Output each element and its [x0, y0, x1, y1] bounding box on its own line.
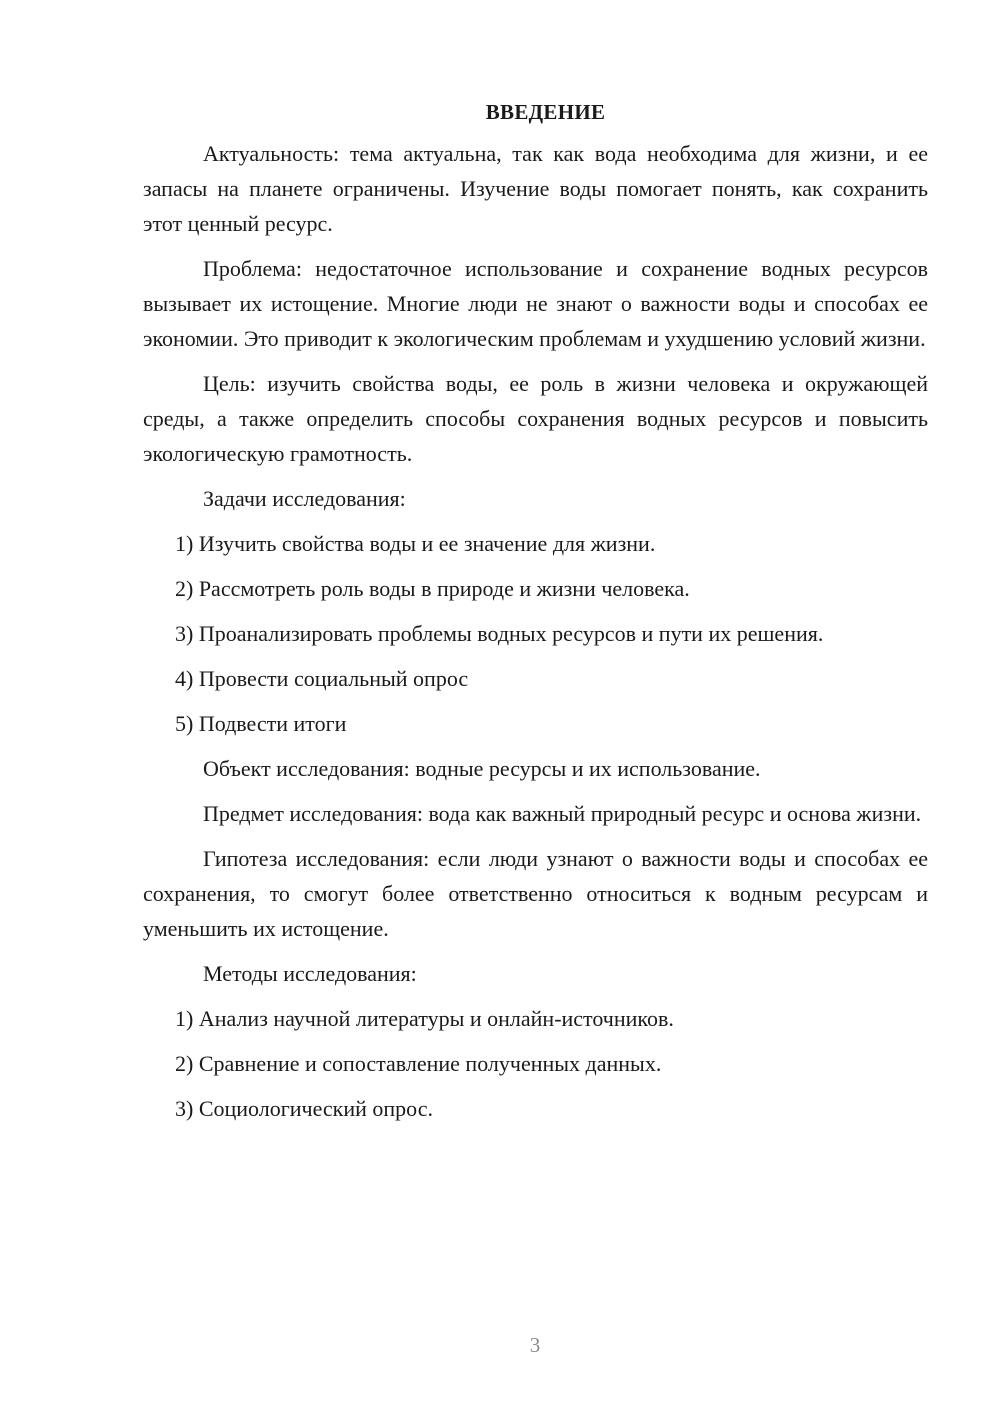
list-item: 1) Изучить свойства воды и ее значение для жизни. — [175, 531, 656, 556]
list-item: 2) Сравнение и сопоставление полученных данных. — [175, 1051, 662, 1076]
page-body — [143, 95, 928, 1136]
methods-heading: Методы исследования: — [203, 961, 417, 986]
object-paragraph: Объект исследования: водные ресурсы и их использование. — [203, 756, 761, 781]
relevance-paragraph: Актуальность: тема актуальна, так как вода необходима для жизни, и ее запасы на планете ограничены. Изучение воды помогает понять, как сохранить этот ценный ресурс. — [143, 141, 928, 236]
tasks-list — [143, 526, 928, 741]
list-item: 5) Подвести итоги — [175, 711, 347, 736]
tasks-heading: Задачи исследования: — [203, 486, 406, 511]
list-item: 1) Анализ научной литературы и онлайн-источников. — [175, 1006, 674, 1031]
subject-paragraph: Предмет исследования: вода как важный природный ресурс и основа жизни. — [203, 801, 922, 826]
methods-list — [143, 1001, 928, 1126]
page-number: 3 — [529, 1333, 541, 1357]
list-item: 3) Социологический опрос. — [175, 1096, 433, 1121]
hypothesis-paragraph: Гипотеза исследования: если люди узнают о важности воды и способах ее сохранения, то смогут более ответственно относиться к водным ресурсам и уменьшить их истощение. — [143, 846, 928, 941]
list-item: 3) Проанализировать проблемы водных ресурсов и пути их решения. — [175, 621, 824, 646]
problem-paragraph: Проблема: недостаточное использование и сохранение водных ресурсов вызывает их истощение. Многие люди не знают о важности воды и способах ее экономии. Это приводит к экологическим проблемам и ухудшению условий жизни. — [143, 256, 928, 351]
goal-paragraph: Цель: изучить свойства воды, ее роль в жизни человека и окружающей среды, а также определить способы сохранения водных ресурсов и повысить экологическую грамотность. — [143, 371, 928, 466]
list-item: 2) Рассмотреть роль воды в природе и жизни человека. — [175, 576, 690, 601]
page-title: ВВЕДЕНИЕ — [485, 100, 606, 124]
list-item: 4) Провести социальный опрос — [175, 666, 469, 691]
